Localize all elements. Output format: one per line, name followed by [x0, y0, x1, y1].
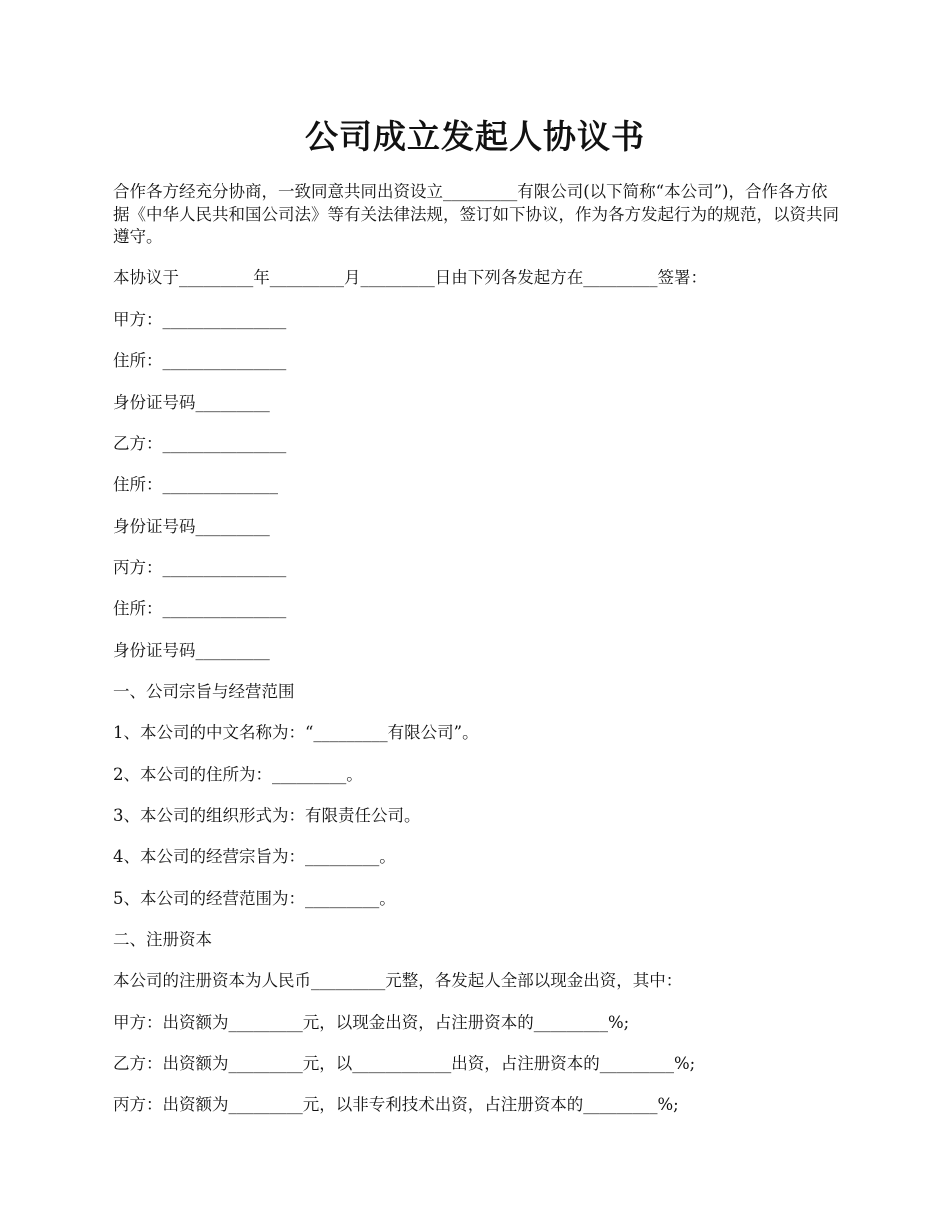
section-heading-purpose: 一、公司宗旨与经营范围	[113, 682, 295, 701]
signing-date-line: 本协议于_________年_________月_________日由下列各发起方在_________签署：	[113, 268, 707, 287]
party-b-address: 住所：______________	[113, 475, 278, 494]
clause-business-scope: 5、本公司的经营范围为：_________。	[113, 889, 396, 908]
party-c-address: 住所：_______________	[113, 599, 287, 618]
clause-business-purpose: 4、本公司的经营宗旨为：_________。	[113, 847, 396, 866]
clause-company-name: 1、本公司的中文名称为：“_________有限公司”。	[113, 723, 479, 742]
party-a-id-number: 身份证号码_________	[113, 393, 270, 412]
party-c-id-number: 身份证号码_________	[113, 641, 270, 660]
capital-party-b: 乙方：出资额为_________元，以____________出资，占注册资本的_________%;	[113, 1054, 696, 1073]
clause-organization-form: 3、本公司的组织形式为：有限责任公司。	[113, 806, 421, 825]
party-b-name: 乙方：_______________	[113, 434, 287, 453]
document-title: 公司成立发起人协议书	[305, 117, 645, 156]
clause-company-address: 2、本公司的住所为：_________。	[113, 765, 363, 784]
intro-paragraph: 合作各方经充分协商，一致同意共同出资设立_________有限公司(以下简称“本公司”)，合作各方依据《中华人民共和国公司法》等有关法律法规，签订如下协议，作为各方发起行为的规范，以资共同遵守。	[113, 182, 839, 246]
clause-registered-capital: 本公司的注册资本为人民币_________元整，各发起人全部以现金出资，其中：	[113, 971, 683, 990]
capital-party-a: 甲方：出资额为_________元，以现金出资，占注册资本的_________%;	[113, 1013, 630, 1032]
section-heading-capital: 二、注册资本	[113, 930, 212, 949]
party-c-name: 丙方：_______________	[113, 558, 287, 577]
party-b-id-number: 身份证号码_________	[113, 517, 270, 536]
party-a-address: 住所：_______________	[113, 351, 287, 370]
party-a-name: 甲方：_______________	[113, 310, 287, 329]
capital-party-c: 丙方：出资额为_________元，以非专利技术出资，占注册资本的_________%;	[113, 1095, 679, 1114]
